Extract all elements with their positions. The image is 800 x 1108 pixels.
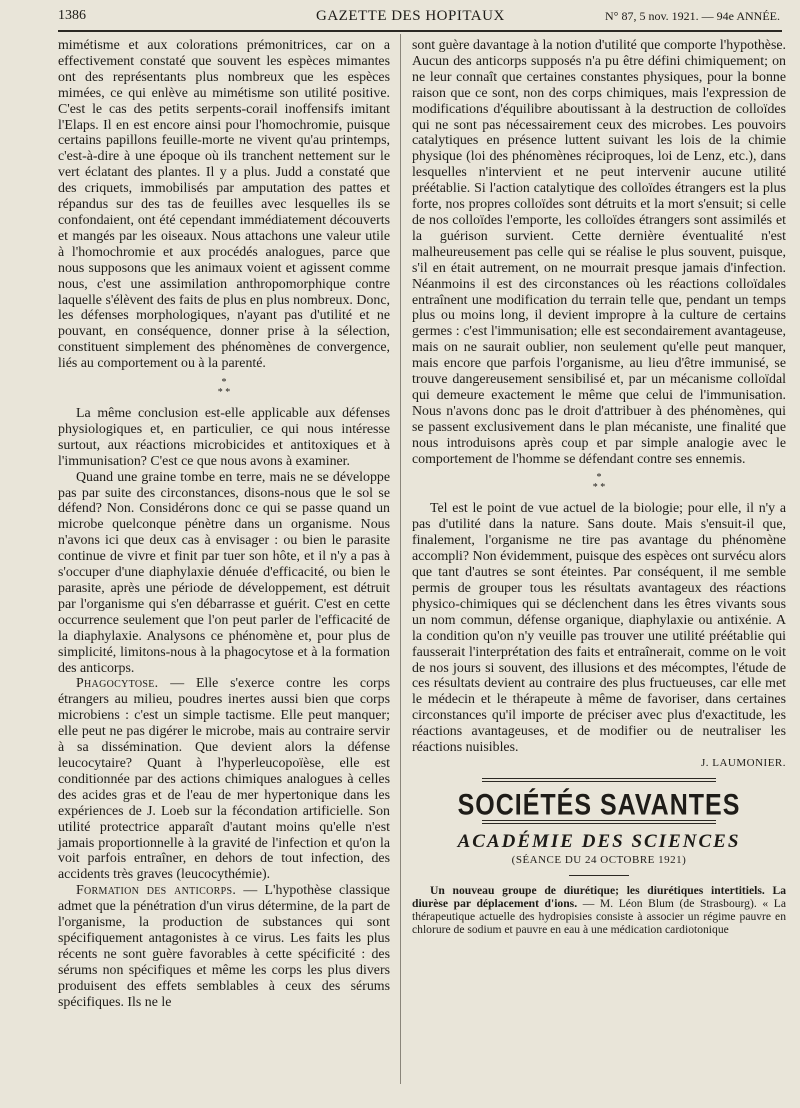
page-number: 1386: [58, 8, 86, 23]
session-date: (SÉANCE DU 24 OCTOBRE 1921): [511, 853, 687, 866]
left-column: [58, 38, 390, 1010]
section-stars: * * *: [217, 377, 231, 399]
paragraph: Tel est le point de vue actuel de la biologie; pour elle, il n'y a pas d'utilité dans la nature. Sans doute. Mais s'ensuit-il que, finalement, l'organisme ne tire pas avantage du phénomène accompli? Non évidemment, puisque des espèces ont survécu alors que tant d'autres se sont éteintes. Par conséquent, il me semble permis de grouper tous les résultats avantageux des réactions physico-chimiques qui se déclenchent dans les êtres vivants sous un nom commun, défense organique, diaphylaxie ou antixénie. A la condition qu'on n'y veuille pas trouver une utilité préétablie qui fausserait l'interprétation des faits et entraînerait, comme on le voit de nos jours si souvent, des illusions et des mécomptes, l'étude de ces résultats devient au contraire des plus fructueuses, car elle met le médecin et le thérapeute à même de favoriser, dans certaines circonstances qu'il importe de préciser avec plus d'exactitude, les réactions avantageuses, et de modifier ou de neutraliser les réactions nuisibles.: [412, 501, 786, 756]
note-text: « La thérapeutique actuelle des hydropisies consiste à associer un régime pauvre en chlorure de sodium et pauvre en eau à une médication cardiotonique: [412, 896, 786, 937]
paragraph: La même conclusion est-elle applicable aux défenses physiologiques et, en particulier, ce qui nous intéresse surtout, aux réactions microbicides et antitoxiques et à l'immunisation? C'est ce que nous avons à examiner.: [58, 406, 390, 469]
paragraph-body: — Elle s'exerce contre les corps étrangers au milieu, poudres inertes aussi bien que corps microbiens : c'est un simple tactisme. Elle peut manquer; elle peut ne pas digérer le microbe, mais au contraire servir à sa dissémination. Que devient alors la défense leucocytaire? Quant à l'hyperleucopoïèse, elle est conditionnée par des actions chimiques analogues à celles des acides gras et de l'eau de mer hypertonique dans les expériences de J. Loeb sur la fécondation artificielle. Son utilité protectrice apparaît d'autant moins qu'elle n'est jamais proportionnelle à la gravité de l'infection et qu'on la voit parfois entraîner, en dehors de tout infection, des accidents très graves (leucocythémie).: [58, 676, 390, 883]
session-note: [412, 884, 786, 937]
paragraph: Quand une graine tombe en terre, mais ne se développe pas par suite des circonstances, disons-nous que le sol se défend? Non. Considérons donc ce qui se passe quand un microbe quelconque pénètre dans un organisme. Nous n'avons ici que deux cas à envisager : ou bien le parasite continue de vivre et finit par tuer son hôte, et il n'y a pas à s'occuper d'une diaphylaxie dénuée d'efficacité, ou bien le parasite, après une période de développement, est détruit par l'organisme qui s'en débarrasse et guérit. C'est en cette occurrence seulement que l'on peut parler de l'efficacité de la diaphylaxie. Analysons ce phénomène et, pour plus de simplicité, limitons-nous à la phagocytose et à la formation des anticorps.: [58, 469, 390, 676]
author-signature: J. LAUMONIER.: [700, 756, 786, 769]
paragraph: mimétisme et aux colorations prémonitrices, car on a effectivement constaté que souvent les espèces mimantes ont des représentants plus nombreux que les espèces mimées, ce qui enlève au mimétisme son utilité positive. C'est le cas des petits serpents-corail inoffensifs imitant l'Elaps. Il en est encore ainsi pour l'homochromie, puisque certains papillons feuille-morte ne vivent qu'au printemps, c'est-à-dire à une époque où ils tranchent nettement sur le vert éclatant des plantes. Il y a plus. Judd a constaté que des criquets, immobilisés par amputation des pattes et répandus sur des tas de feuilles avec lesquelles ils se confondaient, ont été cependant immédiatement découverts et mangés par les oiseaux. Nous attachons une valeur utile à l'homochromie et aux procédés analogues, parce que nous supposons que les animaux voient et agissent comme nous, c'est une assimilation anthropomorphique contre laquelle s'élèvent des faits de plus en plus nombreux. Donc, les défenses morphologiques, n'ayant pas d'utilité et ne pouvant, en conséquence, donner prise à la sélection, constituent simplement des phénomènes de convergence, liés au comportement ou à la parenté.: [58, 38, 390, 372]
paragraph: [58, 676, 390, 883]
journal-title: GAZETTE DES HOPITAUX: [316, 8, 505, 24]
page-header: [58, 2, 782, 32]
note-author: — M. Léon Blum (de Strasbourg).: [577, 896, 757, 910]
paragraph-body: — L'hypothèse classique admet que la pénétration d'un virus détermine, de la part de l'organisme, la production de substances qui sont spécifiquement antagonistes à ce virus. Les faits les plus récents ne sont guère favorables à cette spécificité : des sérums non spécifiques et même les corps les plus divers produisent des effets semblables à ceux des sérums spécifiques. Ils ne le: [58, 883, 390, 1010]
section-title: SOCIÉTÉS SAVANTES: [457, 787, 741, 822]
paragraph: [58, 883, 390, 1010]
section-rule: [482, 778, 716, 782]
paragraph-heading: Phagocytose.: [76, 676, 159, 692]
note-title: Un nouveau groupe de diurétique; les diurétiques intertitiels. La diurèse par déplacement d'ions.: [412, 883, 786, 910]
paragraph-heading: Formation des anticorps.: [76, 883, 237, 899]
paragraph: sont guère davantage à la notion d'utilité que comporte l'hypothèse. Aucun des anticorps supposés n'a pu être défini chimiquement; on ne leur connaît que certaines constantes physiques, pour la bonne raison que ce sont, non des corps chimiques, mais l'expression de modifications d'équilibre aboutissant à la destruction de colloïdes qui ne sont pas nécessairement ceux des microbes. Les pouvoirs catalytiques en présence luttent suivant les lois de la chimie physique (loi des phénomènes réciproques, loi de Lenz, etc.), dans lesquelles n'intervient et ne peut intervenir aucune utilité préétablie. Si l'action catalytique des colloïdes étrangers est la plus forte, nos propres colloïdes sont détruits et la mort s'ensuit; si celle de nos colloïdes l'emporte, les colloïdes étrangers sont assimilés et la guérison survient. Cette dernière éventualité n'est malheureusement pas celle qui se réalise le plus souvent, puisque, s'il en était autrement, on ne mourrait presque jamais d'infection. Néanmoins il est des circonstances où les réactions colloïdales entraînent une modification du terrain telle que, pendant un temps plus ou moins long, il devient impropre à la culture de certains germes : c'est l'immunisation; elle est secondairement avantageuse, mais on ne saurait oublier, non seulement qu'elle peut manquer, mais encore que parfois l'organisme, au lieu d'être immunisé, se trouve dangereusement sensibilisé et, par un mécanisme colloïdal qui demeure exactement le même que celui de l'immunisation. Nous n'avons donc pas le droit d'attribuer à des phénomènes, qui se passent exclusivement dans le plan mécaniste, une finalité que nous introduisons après coup et par simple analogie avec le comportement de l'homme se défendant contre ses ennemis.: [412, 38, 786, 467]
section-stars: * * *: [592, 472, 606, 494]
column-divider: [400, 34, 401, 1084]
right-column: [412, 38, 786, 936]
academy-heading: ACADÉMIE DES SCIENCES: [457, 830, 741, 852]
issue-line: N° 87, 5 nov. 1921. — 94e ANNÉE.: [604, 9, 780, 23]
short-rule: [569, 875, 629, 876]
